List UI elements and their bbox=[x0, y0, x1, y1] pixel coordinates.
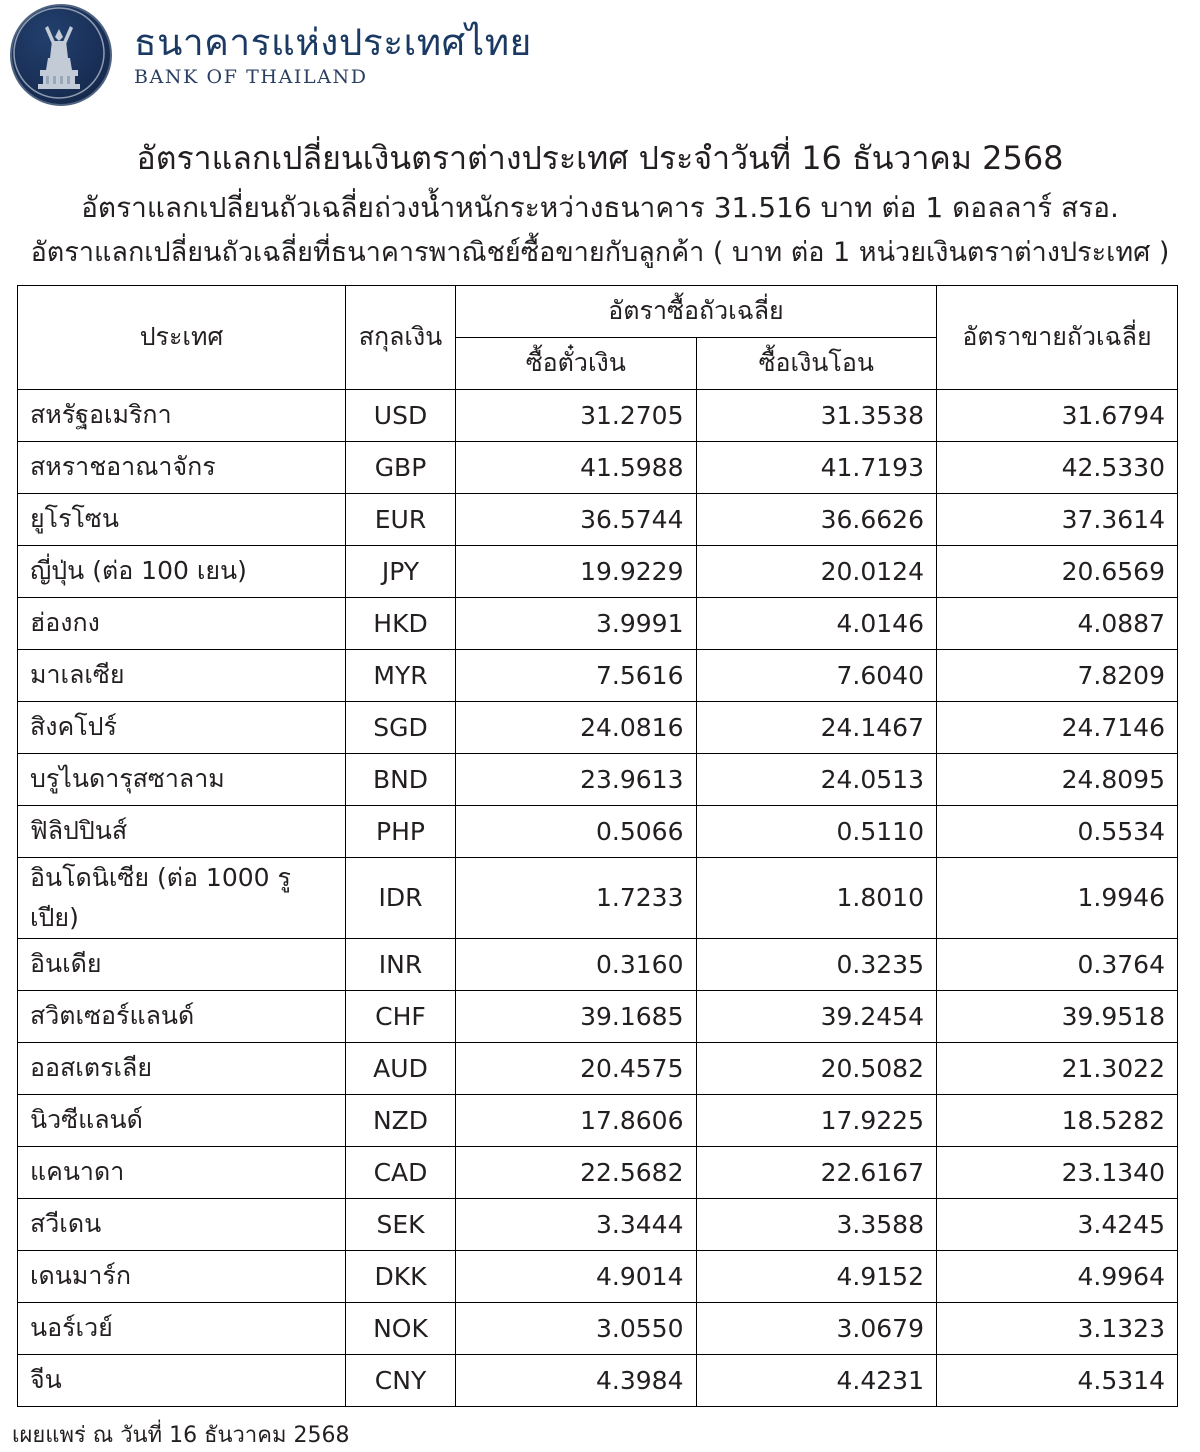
cell-buy-sight: 1.7233 bbox=[456, 857, 697, 938]
cell-buy-transfer: 3.0679 bbox=[696, 1302, 937, 1354]
cell-buy-sight: 4.3984 bbox=[456, 1354, 697, 1406]
cell-country: ยูโรโซน bbox=[18, 493, 346, 545]
cell-buy-sight: 17.8606 bbox=[456, 1094, 697, 1146]
table-row bbox=[18, 1094, 1178, 1146]
table-header-row-primary bbox=[18, 285, 1178, 337]
cell-country: อินเดีย bbox=[18, 938, 346, 990]
cell-sell: 31.6794 bbox=[937, 389, 1178, 441]
cell-country: นอร์เวย์ bbox=[18, 1302, 346, 1354]
cell-buy-sight: 31.2705 bbox=[456, 389, 697, 441]
cell-country: อินโดนิเซีย (ต่อ 1000 รูเปีย) bbox=[18, 857, 346, 938]
cell-sell: 37.3614 bbox=[937, 493, 1178, 545]
table-row bbox=[18, 441, 1178, 493]
cell-country: ฟิลิปปินส์ bbox=[18, 805, 346, 857]
cell-buy-transfer: 7.6040 bbox=[696, 649, 937, 701]
cell-buy-transfer: 36.6626 bbox=[696, 493, 937, 545]
cell-country: มาเลเซีย bbox=[18, 649, 346, 701]
table-row bbox=[18, 1250, 1178, 1302]
cell-country: สิงคโปร์ bbox=[18, 701, 346, 753]
table-header bbox=[18, 285, 1178, 389]
cell-buy-sight: 19.9229 bbox=[456, 545, 697, 597]
cell-country: แคนาดา bbox=[18, 1146, 346, 1198]
cell-sell: 42.5330 bbox=[937, 441, 1178, 493]
cell-buy-transfer: 0.5110 bbox=[696, 805, 937, 857]
table-row bbox=[18, 389, 1178, 441]
cell-currency: USD bbox=[346, 389, 456, 441]
cell-sell: 4.0887 bbox=[937, 597, 1178, 649]
table-row bbox=[18, 545, 1178, 597]
cell-buy-sight: 41.5988 bbox=[456, 441, 697, 493]
cell-buy-sight: 7.5616 bbox=[456, 649, 697, 701]
table-row bbox=[18, 805, 1178, 857]
cell-country: สวีเดน bbox=[18, 1198, 346, 1250]
table-row bbox=[18, 649, 1178, 701]
cell-currency: JPY bbox=[346, 545, 456, 597]
cell-currency: PHP bbox=[346, 805, 456, 857]
table-row bbox=[18, 1302, 1178, 1354]
cell-country: สวิตเซอร์แลนด์ bbox=[18, 990, 346, 1042]
cell-country: สหรัฐอเมริกา bbox=[18, 389, 346, 441]
cell-country: สหราชอาณาจักร bbox=[18, 441, 346, 493]
cell-buy-transfer: 1.8010 bbox=[696, 857, 937, 938]
table-row bbox=[18, 493, 1178, 545]
page-title: อัตราแลกเปลี่ยนเงินตราต่างประเทศ ประจำวันที่ 16 ธันวาคม 2568 bbox=[136, 139, 1064, 177]
column-header-selling-rate: อัตราขายถัวเฉลี่ย bbox=[937, 285, 1178, 389]
cell-buy-sight: 0.3160 bbox=[456, 938, 697, 990]
cell-currency: SGD bbox=[346, 701, 456, 753]
cell-country: บรูไนดารุสซาลาม bbox=[18, 753, 346, 805]
cell-buy-transfer: 24.0513 bbox=[696, 753, 937, 805]
bank-of-thailand-seal-icon bbox=[10, 4, 112, 106]
cell-currency: IDR bbox=[346, 857, 456, 938]
cell-buy-sight: 20.4575 bbox=[456, 1042, 697, 1094]
exchange-rate-table-container bbox=[17, 285, 1178, 1407]
cell-currency: DKK bbox=[346, 1250, 456, 1302]
cell-country: เดนมาร์ก bbox=[18, 1250, 346, 1302]
brand-header bbox=[0, 0, 1200, 100]
cell-sell: 23.1340 bbox=[937, 1146, 1178, 1198]
cell-buy-sight: 3.3444 bbox=[456, 1198, 697, 1250]
cell-sell: 20.6569 bbox=[937, 545, 1178, 597]
cell-country: ญี่ปุ่น (ต่อ 100 เยน) bbox=[18, 545, 346, 597]
cell-sell: 24.8095 bbox=[937, 753, 1178, 805]
cell-buy-sight: 3.0550 bbox=[456, 1302, 697, 1354]
brand-name-english: BANK OF THAILAND bbox=[134, 65, 368, 88]
cell-sell: 21.3022 bbox=[937, 1042, 1178, 1094]
cell-sell: 24.7146 bbox=[937, 701, 1178, 753]
table-body bbox=[18, 389, 1178, 1406]
cell-currency: BND bbox=[346, 753, 456, 805]
table-row bbox=[18, 990, 1178, 1042]
table-row bbox=[18, 857, 1178, 938]
cell-sell: 3.1323 bbox=[937, 1302, 1178, 1354]
cell-currency: SEK bbox=[346, 1198, 456, 1250]
column-header-buy-transfer: ซื้อเงินโอน bbox=[696, 337, 937, 389]
cell-buy-transfer: 24.1467 bbox=[696, 701, 937, 753]
table-row bbox=[18, 1146, 1178, 1198]
table-row bbox=[18, 1198, 1178, 1250]
cell-sell: 0.3764 bbox=[937, 938, 1178, 990]
cell-sell: 1.9946 bbox=[937, 857, 1178, 938]
cell-buy-transfer: 20.5082 bbox=[696, 1042, 937, 1094]
cell-buy-transfer: 39.2454 bbox=[696, 990, 937, 1042]
cell-sell: 18.5282 bbox=[937, 1094, 1178, 1146]
cell-buy-sight: 3.9991 bbox=[456, 597, 697, 649]
cell-buy-sight: 4.9014 bbox=[456, 1250, 697, 1302]
cell-sell: 3.4245 bbox=[937, 1198, 1178, 1250]
cell-buy-sight: 23.9613 bbox=[456, 753, 697, 805]
cell-country: ฮ่องกง bbox=[18, 597, 346, 649]
cell-buy-sight: 39.1685 bbox=[456, 990, 697, 1042]
cell-currency: INR bbox=[346, 938, 456, 990]
publication-note: เผยแพร่ ณ วันที่ 16 ธันวาคม 2568 bbox=[12, 1422, 350, 1448]
column-header-country: ประเทศ bbox=[18, 285, 346, 389]
cell-buy-transfer: 17.9225 bbox=[696, 1094, 937, 1146]
cell-buy-transfer: 41.7193 bbox=[696, 441, 937, 493]
column-header-currency: สกุลเงิน bbox=[346, 285, 456, 389]
cell-buy-transfer: 3.3588 bbox=[696, 1198, 937, 1250]
cell-sell: 4.5314 bbox=[937, 1354, 1178, 1406]
cell-currency: CNY bbox=[346, 1354, 456, 1406]
cell-buy-transfer: 22.6167 bbox=[696, 1146, 937, 1198]
page-titles bbox=[0, 100, 1200, 270]
cell-country: ออสเตรเลีย bbox=[18, 1042, 346, 1094]
cell-buy-transfer: 20.0124 bbox=[696, 545, 937, 597]
cell-currency: NZD bbox=[346, 1094, 456, 1146]
cell-sell: 4.9964 bbox=[937, 1250, 1178, 1302]
cell-currency: AUD bbox=[346, 1042, 456, 1094]
commercial-bank-rate-subtitle: อัตราแลกเปลี่ยนถัวเฉลี่ยที่ธนาคารพาณิชย์ซื้อขายกับลูกค้า ( บาท ต่อ 1 หน่วยเงินตราต่างประเทศ ) bbox=[30, 237, 1170, 268]
interbank-rate-subtitle: อัตราแลกเปลี่ยนถัวเฉลี่ยถ่วงน้ำหนักระหว่างธนาคาร 31.516 บาท ต่อ 1 ดอลลาร์ สรอ. bbox=[81, 191, 1119, 224]
table-row bbox=[18, 1042, 1178, 1094]
cell-buy-transfer: 31.3538 bbox=[696, 389, 937, 441]
cell-sell: 39.9518 bbox=[937, 990, 1178, 1042]
exchange-rate-table bbox=[17, 285, 1178, 1407]
brand-text bbox=[134, 20, 532, 88]
cell-sell: 0.5534 bbox=[937, 805, 1178, 857]
column-header-buying-rate-group: อัตราซื้อถัวเฉลี่ย bbox=[456, 285, 937, 337]
cell-currency: EUR bbox=[346, 493, 456, 545]
cell-buy-sight: 24.0816 bbox=[456, 701, 697, 753]
cell-currency: GBP bbox=[346, 441, 456, 493]
cell-buy-transfer: 0.3235 bbox=[696, 938, 937, 990]
table-row bbox=[18, 597, 1178, 649]
table-row bbox=[18, 753, 1178, 805]
cell-currency: CAD bbox=[346, 1146, 456, 1198]
brand-name-thai: ธนาคารแห่งประเทศไทย bbox=[134, 20, 532, 64]
cell-country: นิวซีแลนด์ bbox=[18, 1094, 346, 1146]
cell-country: จีน bbox=[18, 1354, 346, 1406]
table-row bbox=[18, 938, 1178, 990]
column-header-buy-sight-bill: ซื้อตั๋วเงิน bbox=[456, 337, 697, 389]
table-row bbox=[18, 1354, 1178, 1406]
cell-buy-sight: 0.5066 bbox=[456, 805, 697, 857]
table-row bbox=[18, 701, 1178, 753]
cell-sell: 7.8209 bbox=[937, 649, 1178, 701]
cell-currency: MYR bbox=[346, 649, 456, 701]
cell-buy-sight: 36.5744 bbox=[456, 493, 697, 545]
cell-buy-transfer: 4.9152 bbox=[696, 1250, 937, 1302]
cell-currency: NOK bbox=[346, 1302, 456, 1354]
cell-buy-transfer: 4.4231 bbox=[696, 1354, 937, 1406]
cell-buy-transfer: 4.0146 bbox=[696, 597, 937, 649]
cell-currency: HKD bbox=[346, 597, 456, 649]
cell-currency: CHF bbox=[346, 990, 456, 1042]
cell-buy-sight: 22.5682 bbox=[456, 1146, 697, 1198]
